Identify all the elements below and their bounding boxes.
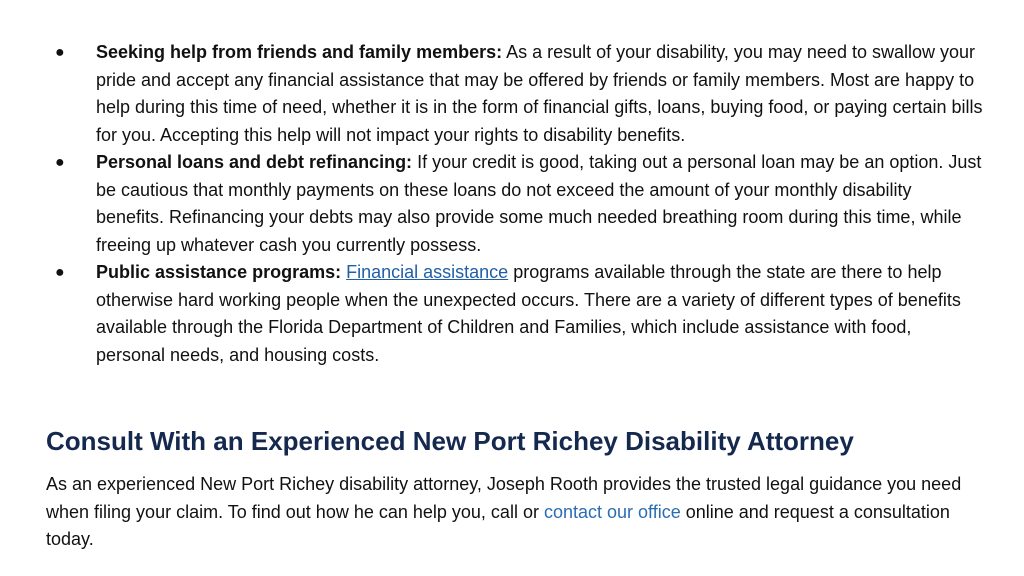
- bullet-icon: ●: [55, 264, 65, 281]
- financial-assistance-link[interactable]: Financial assistance: [346, 262, 509, 282]
- paragraph-text-before: As an experienced New Port Richey disability attorney, Joseph Rooth provides the trusted legal guidance you need when filing your claim. To find out how he can help you, call or: [46, 474, 962, 522]
- bullet-icon: ●: [55, 154, 65, 171]
- bullet-text: If your credit is good, taking out a personal loan may be an option. Just be cautious that monthly payments on these loans do not exceed the amount of your monthly disability benefits. Refinancing your debts may also provide some much needed breathing room during this time, while freeing up whatever cash you currently possess.: [96, 152, 982, 255]
- list-item: [0, 149, 1024, 259]
- bullet-lead: Public assistance programs:: [96, 262, 342, 282]
- paragraph-text-after: online and request a consultation today.: [46, 501, 950, 549]
- consult-paragraph: [46, 471, 996, 554]
- list-item: [0, 259, 1024, 369]
- bullet-text: As a result of your disability, you may need to swallow your pride and accept any financial assistance that may be offered by friends or family members. Most are happy to help during this time of need, whether it is in the form of financial gifts, loans, buying food, or paying certain bills for you. Accepting this help will not impact your rights to disability benefits.: [96, 42, 983, 145]
- list-item: [0, 39, 1024, 149]
- bullet-text: programs available through the state are there to help otherwise hard working people when the unexpected occurs. There are a variety of different types of benefits available through the Florida Department of Children and Families, which include assistance with food, personal needs, and housing costs.: [96, 262, 961, 365]
- bullet-list: [0, 39, 1024, 369]
- bullet-lead: Seeking help from friends and family members:: [96, 42, 503, 62]
- section-heading: Consult With an Experienced New Port Richey Disability Attorney: [46, 426, 854, 456]
- bullet-icon: ●: [55, 44, 65, 61]
- bullet-lead: Personal loans and debt refinancing:: [96, 152, 413, 172]
- contact-office-link[interactable]: contact our office: [543, 501, 681, 522]
